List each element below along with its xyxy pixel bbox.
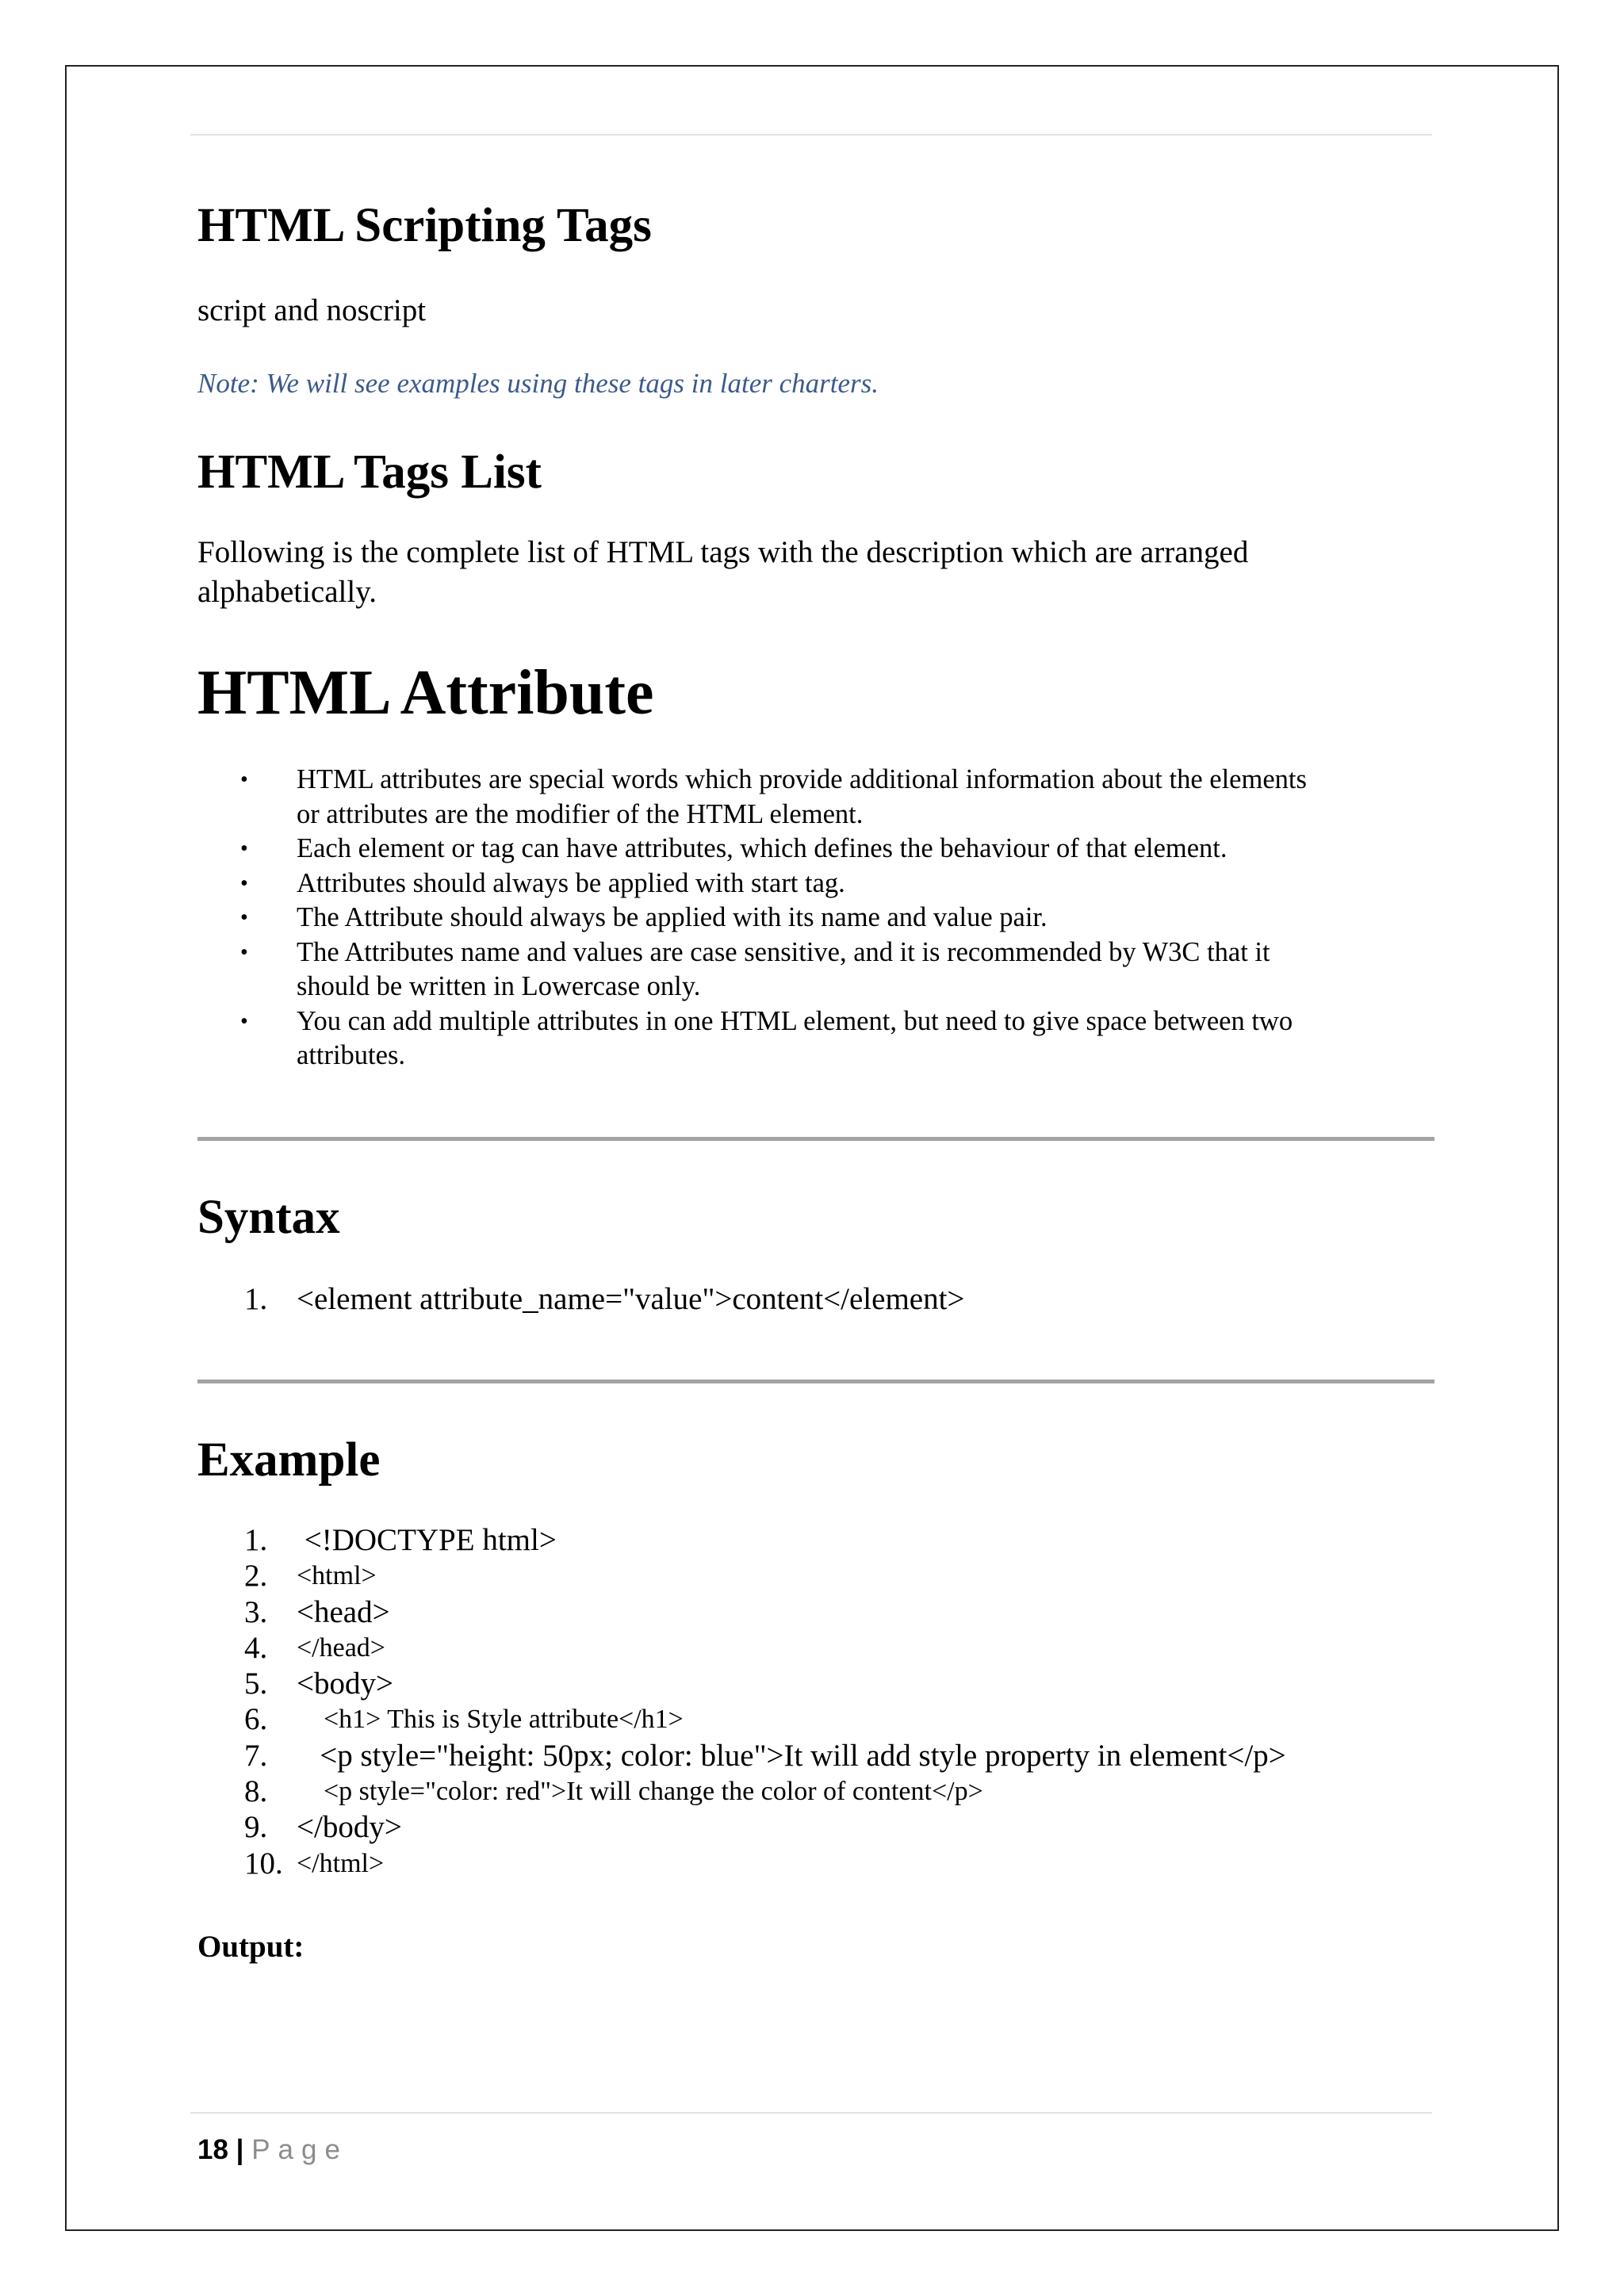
example-code-line <box>190 1594 1459 1630</box>
line-number: 5. <box>244 1667 268 1701</box>
code-text: </head> <box>297 1632 385 1663</box>
bullet-text-line: should be written in Lowercase only. <box>297 971 701 1001</box>
line-number: 7. <box>244 1738 268 1773</box>
code-text: </body> <box>297 1810 402 1845</box>
code-text: <element attribute_name="value">content</element> <box>297 1282 965 1316</box>
section-divider-1 <box>197 1137 1434 1141</box>
attribute-bullet-item <box>190 1004 1443 1073</box>
page-number: 18 <box>197 2134 228 2165</box>
bullet-dot-icon: • <box>240 836 248 861</box>
line-number: 6. <box>244 1702 268 1737</box>
line-number: 8. <box>244 1774 268 1809</box>
bullet-dot-icon: • <box>240 767 248 792</box>
tags-list-heading: HTML Tags List <box>197 446 542 499</box>
example-code-line <box>190 1522 1459 1558</box>
code-text: <h1> This is Style attribute</h1> <box>297 1705 684 1735</box>
scripting-tags-text: script and noscript <box>197 293 427 327</box>
bullet-dot-icon: • <box>240 905 248 930</box>
syntax-code-list <box>190 1281 1459 1317</box>
bullet-dot-icon: • <box>240 871 248 896</box>
code-text: <p style="color: red">It will change the color of content</p> <box>297 1777 983 1807</box>
example-code-line <box>190 1558 1459 1594</box>
scripting-tags-heading: HTML Scripting Tags <box>197 199 652 252</box>
line-number: 9. <box>244 1810 268 1845</box>
syntax-heading: Syntax <box>197 1191 340 1244</box>
page-label: Page <box>251 2134 348 2165</box>
line-number: 1. <box>244 1282 268 1316</box>
example-code-line <box>190 1809 1459 1845</box>
bullet-text-line: You can add multiple attributes in one HTML element, but need to give space between two <box>297 1005 1293 1036</box>
example-code-list <box>190 1522 1459 1881</box>
footer-separator: | <box>236 2134 244 2165</box>
header-rule <box>190 134 1432 136</box>
bullet-text-line: or attributes are the modifier of the HTML element. <box>297 798 864 829</box>
bullet-text-line: attributes. <box>297 1040 406 1070</box>
page-footer <box>197 2136 348 2164</box>
line-number: 1. <box>244 1523 268 1557</box>
example-heading: Example <box>197 1433 381 1487</box>
line-number: 2. <box>244 1559 268 1594</box>
attribute-heading: HTML Attribute <box>197 658 654 728</box>
example-code-line <box>190 1630 1459 1666</box>
bullet-text-line: Attributes should always be applied with start tag. <box>297 867 845 898</box>
attribute-bullet-item <box>190 832 1443 867</box>
bullet-text-line: The Attribute should always be applied with its name and value pair. <box>297 902 1048 932</box>
attribute-bullet-item <box>190 867 1443 901</box>
code-text: <head> <box>297 1594 390 1629</box>
code-text: </html> <box>297 1848 385 1878</box>
code-text: <p style="height: 50px; color: blue">It will add style property in element</p> <box>297 1738 1286 1773</box>
bullet-text-line: Each element or tag can have attributes, which defines the behaviour of that element. <box>297 833 1228 863</box>
bullet-dot-icon: • <box>240 939 248 965</box>
bullet-text-line: The Attributes name and values are case sensitive, and it is recommended by W3C that it <box>297 936 1270 967</box>
syntax-code-line <box>190 1281 1459 1317</box>
code-text: <body> <box>297 1667 393 1701</box>
tags-list-line-2: alphabetically. <box>197 575 377 609</box>
line-number: 3. <box>244 1594 268 1629</box>
scripting-tags-note: Note: We will see examples using these tags in later charters. <box>197 368 879 399</box>
example-code-line <box>190 1666 1459 1701</box>
section-divider-2 <box>197 1380 1434 1383</box>
line-number: 4. <box>244 1630 268 1665</box>
bullet-text-line: HTML attributes are special words which provide additional information about the elements <box>297 764 1307 794</box>
output-label: Output: <box>197 1930 304 1964</box>
attribute-bullet-list <box>190 763 1443 1073</box>
attribute-bullet-item <box>190 901 1443 936</box>
example-code-line <box>190 1738 1459 1774</box>
tags-list-line-1: Following is the complete list of HTML tags with the description which are arranged <box>197 535 1249 569</box>
attribute-bullet-item <box>190 763 1443 832</box>
code-text: <html> <box>297 1561 377 1591</box>
code-text: <!DOCTYPE html> <box>297 1523 557 1557</box>
example-code-line <box>190 1846 1459 1881</box>
line-number: 10. <box>244 1846 283 1881</box>
footer-rule <box>190 2112 1432 2114</box>
attribute-bullet-item <box>190 936 1443 1004</box>
example-code-line <box>190 1774 1459 1809</box>
bullet-dot-icon: • <box>240 1008 248 1034</box>
example-code-line <box>190 1701 1459 1737</box>
